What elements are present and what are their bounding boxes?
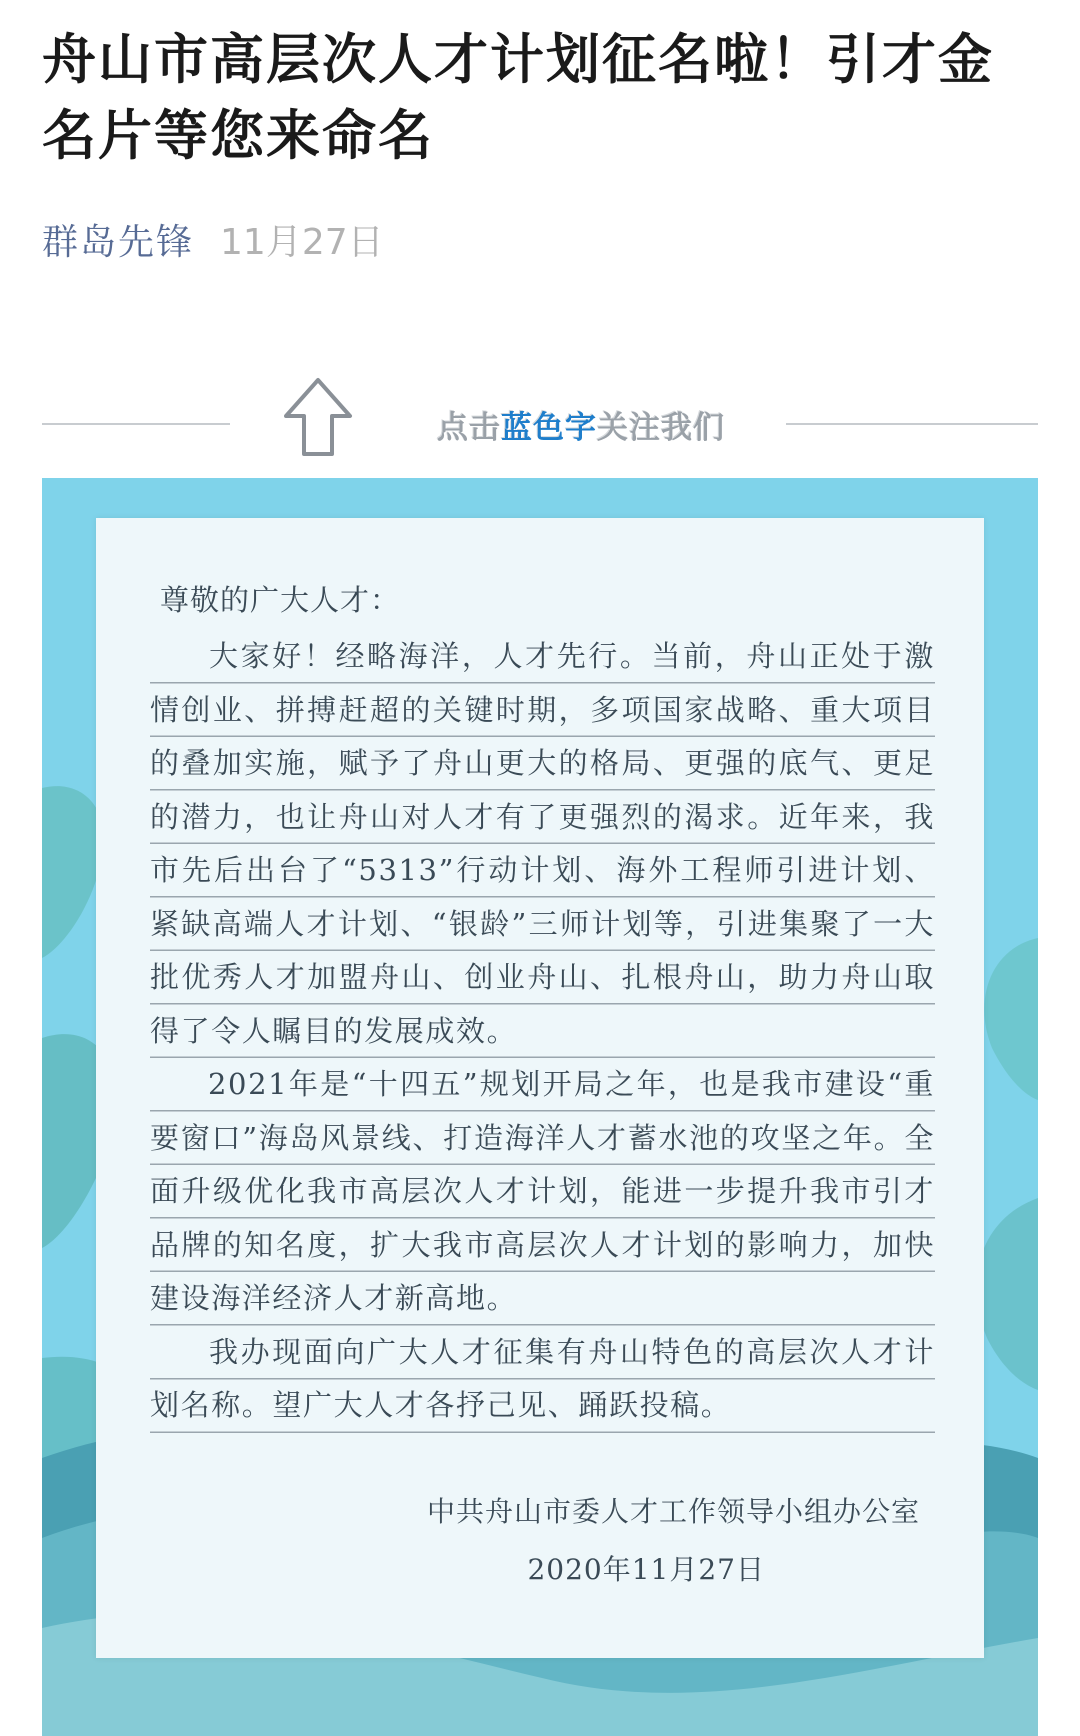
publish-date: 11月27日 [220,222,384,263]
letter-paragraph: 大家好！经略海洋，人才先行。当前，舟山正处于激情创业、拼搏赶超的关键时期，多项国家战略、重大项目的叠加实施，赋予了舟山更大的格局、更强的底气、更足的潜力，也让舟山对人才有了更强烈的渴求。近年来，我市先后出台了“5313”行动计划、海外工程师引进计划、紧缺高端人才计划、“银龄”三师计划等，引进集聚了一大批优秀人才加盟舟山、创业舟山、扎根舟山，助力舟山取得了令人瞩目的发展成效。 [150,630,935,1058]
author-link[interactable]: 群岛先锋 [42,222,195,263]
follow-text-after: 关注我们 [597,410,725,446]
letter-content [150,570,935,1433]
divider-left [42,423,230,425]
letter-greeting: 尊敬的广大人才： [160,583,401,617]
article-meta [42,218,384,268]
follow-prompt[interactable] [437,402,725,447]
follow-text-highlight: 蓝色字 [501,410,597,446]
up-arrow-icon [278,376,358,458]
letter-paragraph: 我办现面向广大人才征集有舟山特色的高层次人才计划名称。望广大人才各抒己见、踊跃投稿。 [150,1326,935,1433]
signature-date: 2020年11月27日 [527,1553,765,1586]
letter-paragraph: 2021年是“十四五”规划开局之年，也是我市建设“重要窗口”海岛风景线、打造海洋人才蓄水池的攻坚之年。全面升级优化我市高层次人才计划，能进一步提升我市引才品牌的知名度，扩大我市高层次人才计划的影响力，加快建设海洋经济人才新高地。 [150,1058,935,1326]
follow-banner[interactable] [42,370,1038,470]
signature-organization: 中共舟山市委人才工作领导小组办公室 [426,1495,920,1528]
article-title: 舟山市高层次人才计划征名啦！引才金名片等您来命名 [42,28,994,167]
letter-body [150,630,935,1433]
divider-right [786,423,1038,425]
follow-text-before: 点击 [437,410,501,446]
